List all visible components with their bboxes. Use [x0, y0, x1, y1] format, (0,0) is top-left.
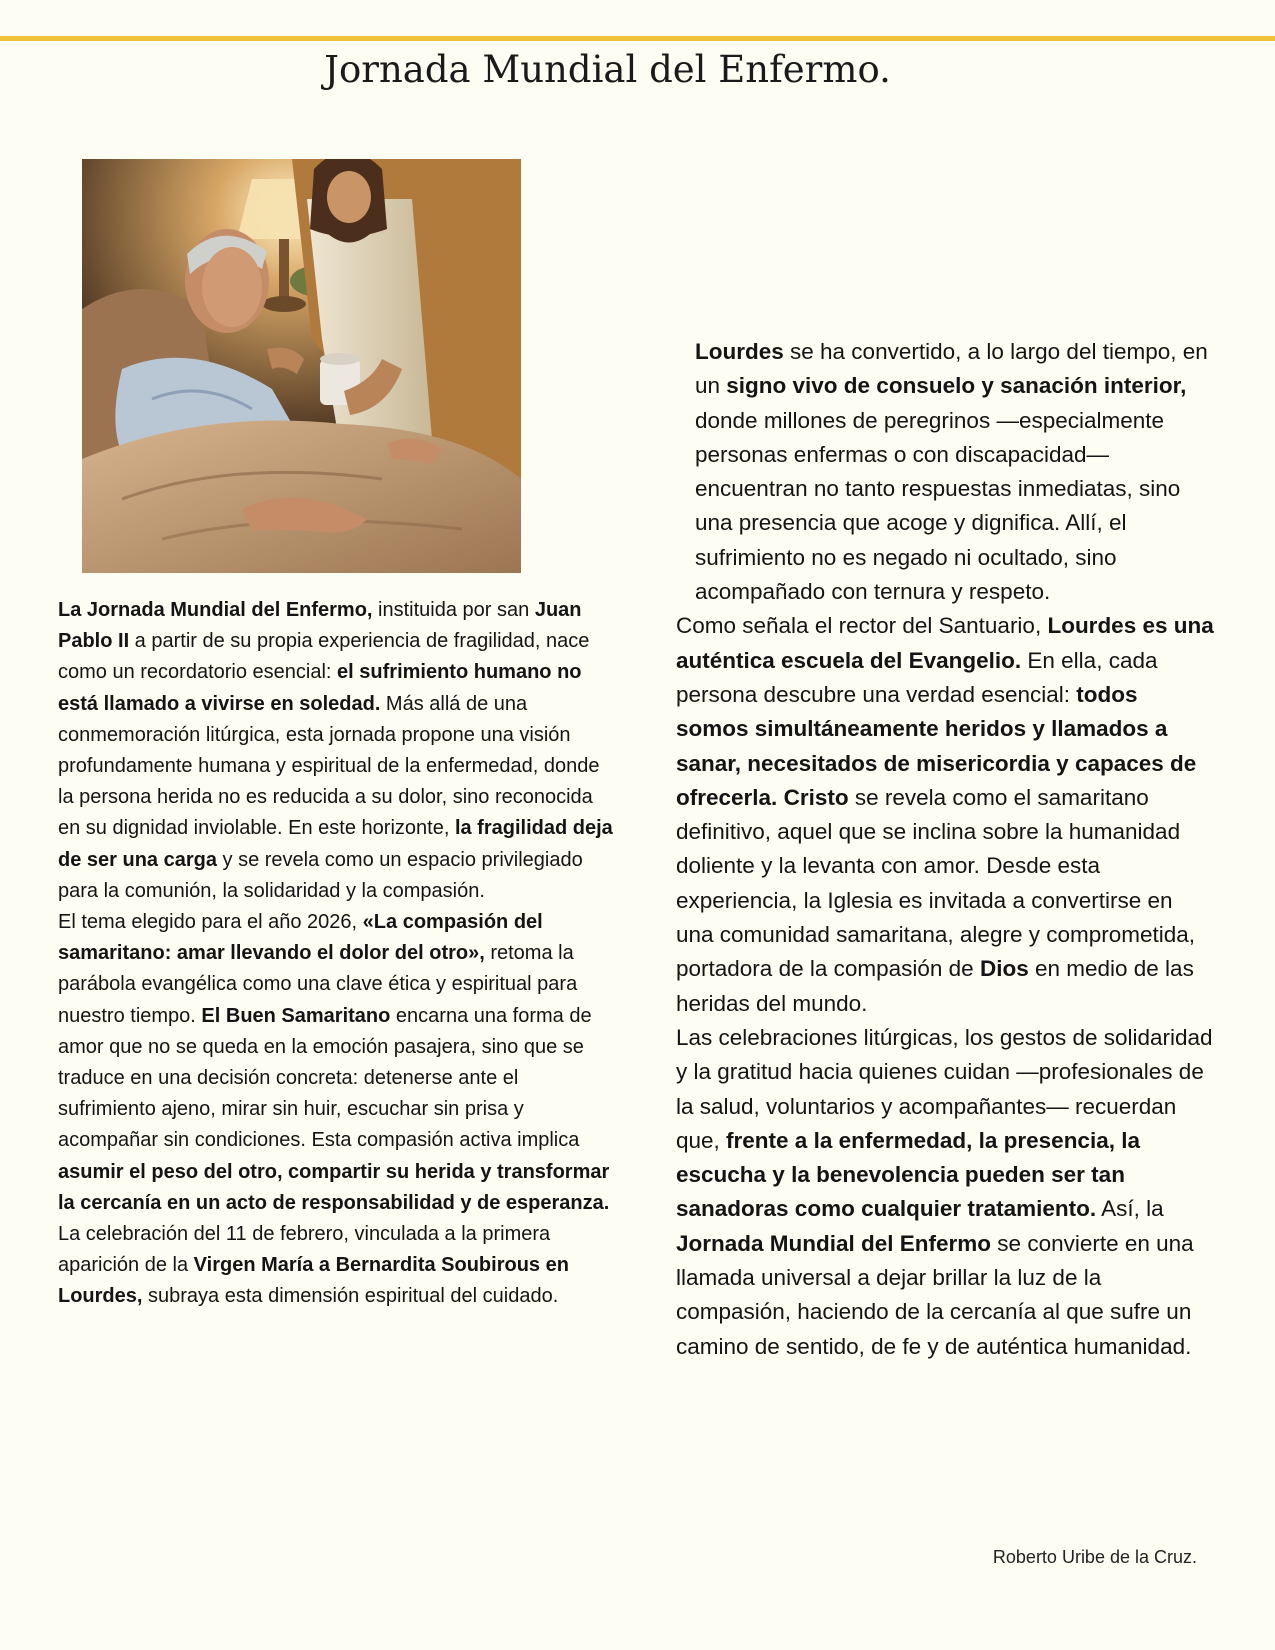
text: a partir de su propia experiencia de fragilidad, nace como un recordatorio esencial: — [58, 630, 590, 684]
text: En ella, cada persona descubre una verdad esencial: — [676, 647, 1158, 707]
text: se revela como el samaritano definitivo, aquel que se inclina sobre la humanidad doliente y la levanta con amor. Desde esta experiencia, la Iglesia es invitada a convertirse en una comunidad samaritana, alegre y comprometida, portadora de la compasión de — [676, 784, 1196, 982]
text-bold: signo vivo de consuelo y sanación interior, — [726, 373, 1187, 399]
illustration-jesus-with-sick-man — [82, 159, 521, 573]
author-signature: Roberto Uribe de la Cruz. — [992, 1547, 1197, 1567]
text-bold: Lourdes es una auténtica escuela del Evangelio. — [676, 613, 1214, 673]
text: instituida por san — [372, 599, 535, 621]
text: encarna una forma de amor que no se queda en la emoción pasajera, sino que se traduce en una decisión concreta: detenerse ante el sufrimiento ajeno, mirar sin huir, escuchar sin prisa y acompañar sin condiciones. Esta compasión activa implica — [58, 1004, 592, 1152]
text-bold: Dios — [979, 956, 1029, 982]
text: se ha convertido, a lo largo del tiempo, en un — [695, 339, 1208, 399]
paragraph-rector — [676, 609, 1216, 1021]
text: La celebración del 11 de febrero, vinculada a la primera aparición de la — [58, 1223, 551, 1277]
paragraph-celebration — [58, 1219, 618, 1313]
text-bold: «La compasión del samaritano: amar llevando el dolor del otro», — [58, 911, 543, 965]
left-column-text — [58, 595, 618, 1313]
text-bold: frente a la enfermedad, la presencia, la escucha y la benevolencia pueden ser tan sanadoras como cualquier tratamiento. — [676, 1127, 1140, 1222]
text-bold: Lourdes — [695, 339, 784, 364]
paragraph-celebrations — [676, 1021, 1216, 1364]
text-bold: el sufrimiento humano no está llamado a vivirse en soledad. — [58, 661, 582, 715]
text: retoma la parábola evangélica como una clave ética y espiritual para nuestro tiempo. — [58, 942, 578, 1027]
text-bold: Virgen María a Bernardita Soubirous en Lourdes, — [58, 1254, 569, 1308]
page-title: Jornada Mundial del Enfermo. — [324, 48, 891, 91]
text: El tema elegido para el año 2026, — [58, 911, 363, 934]
text-bold: Jornada Mundial del Enfermo — [676, 1230, 992, 1256]
text: en medio de las heridas del mundo. — [676, 956, 1194, 1016]
text-bold: todos somos simultáneamente heridos y llamados a sanar, necesitados de misericordia y capaces de ofrecerla. — [676, 681, 1197, 810]
illustration-drawing — [82, 159, 521, 573]
text-bold: El Buen Samaritano — [201, 1004, 391, 1027]
text-bold: La Jornada Mundial del Enfermo, — [58, 599, 373, 621]
paragraph-lourdes — [676, 335, 1216, 609]
text-bold: la fragilidad deja de ser una carga — [58, 817, 613, 871]
paragraph-institution — [58, 595, 618, 907]
top-accent-rule — [0, 36, 1275, 41]
text: donde millones de peregrinos —especialmente personas enfermas o con discapacidad— encuentran no tanto respuestas inmediatas, sino una presencia que acoge y dignifica. Allí, el sufrimiento no es negado ni ocultado, sino acompañado con ternura y respeto. — [695, 407, 1181, 605]
text: Más allá de una conmemoración litúrgica, esta jornada propone una visión profundamente humana y espiritual de la enfermedad, donde la persona herida no es reducida a su dolor, sino reconocida en su dignidad inviolable. En este horizonte, — [58, 692, 600, 840]
text: subraya esta dimensión espiritual del cuidado. — [142, 1285, 559, 1308]
text: Como señala el rector del Santuario, — [676, 613, 1048, 639]
text: y se revela como un espacio privilegiado para la comunión, la solidaridad y la compasión. — [58, 848, 583, 902]
text: Así, la — [1096, 1196, 1164, 1222]
text-bold: Cristo — [783, 784, 849, 810]
text-bold: Juan Pablo II — [58, 599, 582, 653]
text: Las celebraciones litúrgicas, los gestos de solidaridad y la gratitud hacia quienes cuidan —profesionales de la salud, voluntarios y acompañantes— recuerdan que, — [676, 1024, 1213, 1153]
text: se convierte en una llamada universal a dejar brillar la luz de la compasión, haciendo de la cercanía al que sufre un camino de sentido, de fe y de auténtica humanidad. — [676, 1230, 1194, 1359]
text-bold: asumir el peso del otro, compartir su herida y transformar la cercanía en un acto de responsabilidad y de esperanza. — [58, 1160, 610, 1214]
paragraph-theme-2026 — [58, 907, 618, 1219]
right-column-text — [676, 335, 1216, 1364]
